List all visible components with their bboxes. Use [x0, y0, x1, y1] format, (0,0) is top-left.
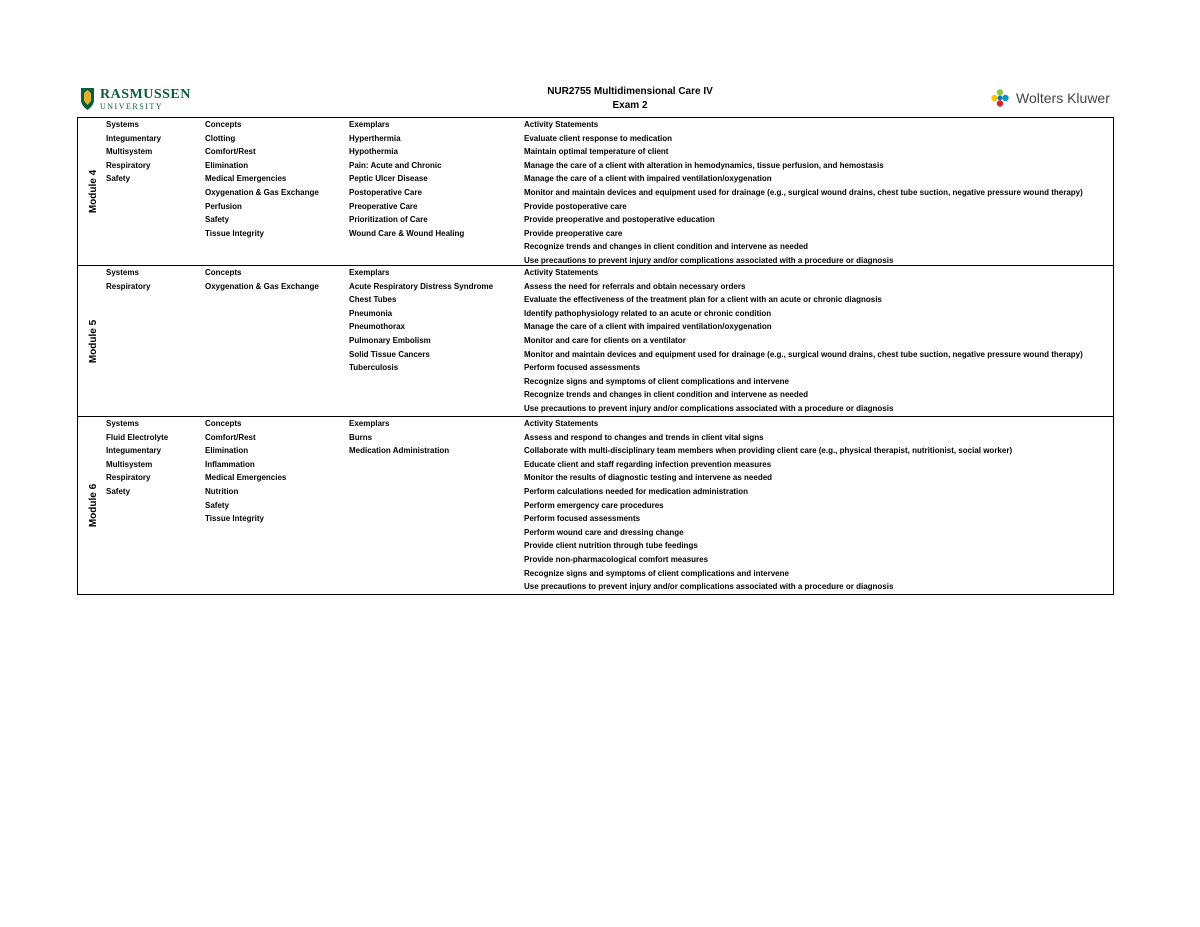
- activity-statements-item: Manage the care of a client with impaired ventilation/oxygenation: [524, 322, 772, 332]
- wolters-kluwer-emblem-icon: [990, 88, 1010, 108]
- systems-header: Systems: [106, 120, 139, 129]
- concepts-item: Tissue Integrity: [205, 514, 264, 524]
- concepts-item: Oxygenation & Gas Exchange: [205, 187, 319, 197]
- activity-statements-column: [524, 417, 1012, 594]
- activity-statements-item: Educate client and staff regarding infection prevention measures: [524, 459, 772, 469]
- concepts-item: Oxygenation & Gas Exchange: [205, 281, 319, 291]
- activity-statements-item: Provide postoperative care: [524, 201, 627, 211]
- activity-statements-item: Use precautions to prevent injury and/or complications associated with a procedure or diagnosis: [524, 582, 894, 592]
- activity-statements-item: Perform focused assessments: [524, 514, 641, 524]
- concepts-item: Medical Emergencies: [205, 473, 287, 483]
- exemplars-header: Exemplars: [349, 268, 390, 277]
- module-label-text: Module 5: [88, 319, 100, 363]
- activity-statements-item: Evaluate client response to medication: [524, 133, 673, 143]
- exemplars-item: Pain: Acute and Chronic: [349, 160, 442, 170]
- activity-statements-item: Provide preoperative and postoperative education: [524, 215, 715, 225]
- activity-statements-item: Perform calculations needed for medication administration: [524, 486, 749, 496]
- concepts-item: Clotting: [205, 133, 236, 143]
- exemplars-item: Wound Care & Wound Healing: [349, 228, 465, 238]
- activity-statements-header: Activity Statements: [524, 268, 599, 277]
- exemplars-item: Postoperative Care: [349, 187, 422, 197]
- activity-statements-item: Manage the care of a client with alteration in hemodynamics, tissue perfusion, and hemostasis: [524, 160, 884, 170]
- activity-statements-item: Monitor and care for clients on a ventilator: [524, 335, 686, 345]
- exemplars-item: Chest Tubes: [349, 295, 397, 305]
- exemplars-item: Pulmonary Embolism: [349, 335, 431, 345]
- systems-column: [106, 266, 150, 293]
- activity-statements-item: Identify pathophysiology related to an acute or chronic condition: [524, 308, 772, 318]
- activity-statements-item: Use precautions to prevent injury and/or complications associated with a procedure or diagnosis: [524, 403, 894, 413]
- systems-item: Safety: [106, 174, 131, 184]
- systems-item: Integumentary: [106, 446, 162, 456]
- exemplars-item: Hypothermia: [349, 147, 398, 157]
- concepts-item: Comfort/Rest: [205, 147, 256, 157]
- activity-statements-item: Provide preoperative care: [524, 228, 623, 238]
- exemplars-header: Exemplars: [349, 419, 390, 428]
- concepts-item: Perfusion: [205, 201, 242, 211]
- systems-item: Respiratory: [106, 160, 151, 170]
- exemplars-header: Exemplars: [349, 120, 390, 129]
- module-label: [84, 118, 104, 265]
- exemplars-item: Prioritization of Care: [349, 215, 428, 225]
- document-subtitle: Exam 2: [612, 100, 648, 111]
- activity-statements-column: [524, 266, 1083, 416]
- concepts-item: Medical Emergencies: [205, 174, 287, 184]
- concepts-header: Concepts: [205, 120, 242, 129]
- rasmussen-logo: [80, 84, 191, 114]
- concepts-column: [205, 118, 319, 240]
- systems-column: [106, 417, 168, 499]
- activity-statements-column: [524, 118, 1083, 268]
- concepts-item: Elimination: [205, 446, 249, 456]
- concepts-item: Nutrition: [205, 486, 239, 496]
- exemplars-item: Peptic Ulcer Disease: [349, 174, 428, 184]
- logo-brand-text: RASMUSSEN: [100, 86, 191, 102]
- activity-statements-item: Provide client nutrition through tube feedings: [524, 541, 698, 551]
- module-label: [84, 266, 104, 416]
- activity-statements-item: Monitor and maintain devices and equipment used for drainage (e.g., surgical wound drains, chest tube suction, negative pressure wound therapy): [524, 187, 1083, 197]
- module-label-text: Module 6: [88, 483, 100, 528]
- wolters-kluwer-logo: [990, 88, 1110, 108]
- module-label-text: Module 4: [88, 169, 100, 214]
- systems-item: Respiratory: [106, 281, 151, 291]
- systems-item: Multisystem: [106, 147, 153, 157]
- concepts-item: Safety: [205, 500, 230, 510]
- systems-header: Systems: [106, 268, 139, 277]
- exemplars-item: Hyperthermia: [349, 133, 401, 143]
- concepts-item: Tissue Integrity: [205, 228, 264, 238]
- systems-column: [106, 118, 161, 186]
- activity-statements-item: Recognize trends and changes in client condition and intervene as needed: [524, 242, 809, 252]
- systems-item: Integumentary: [106, 133, 162, 143]
- shield-icon: [80, 87, 95, 111]
- systems-item: Fluid Electrolyte: [106, 432, 169, 442]
- document-title-block: [480, 85, 780, 113]
- systems-item: Safety: [106, 486, 131, 496]
- concepts-column: [205, 417, 286, 526]
- concepts-column: [205, 266, 319, 293]
- exemplars-item: Preoperative Care: [349, 201, 418, 211]
- activity-statements-item: Perform focused assessments: [524, 363, 641, 373]
- systems-item: Respiratory: [106, 473, 151, 483]
- activity-statements-item: Recognize signs and symptoms of client complications and intervene: [524, 568, 789, 578]
- exemplars-column: [349, 118, 464, 240]
- activity-statements-item: Perform emergency care procedures: [524, 500, 664, 510]
- activity-statements-item: Manage the care of a client with impaired ventilation/oxygenation: [524, 174, 772, 184]
- exemplars-item: Pneumonia: [349, 308, 393, 318]
- activity-statements-item: Perform wound care and dressing change: [524, 527, 684, 537]
- activity-statements-item: Monitor the results of diagnostic testing and intervene as needed: [524, 473, 773, 483]
- exemplars-item: Pneumothorax: [349, 322, 406, 332]
- exemplars-item: Tuberculosis: [349, 363, 399, 373]
- systems-header: Systems: [106, 419, 139, 428]
- concepts-item: Elimination: [205, 160, 249, 170]
- activity-statements-item: Use precautions to prevent injury and/or complications associated with a procedure or diagnosis: [524, 255, 894, 265]
- concepts-item: Safety: [205, 215, 230, 225]
- module-label: [84, 417, 104, 594]
- concepts-item: Comfort/Rest: [205, 432, 256, 442]
- activity-statements-item: Recognize trends and changes in client condition and intervene as needed: [524, 390, 809, 400]
- activity-statements-item: Assess and respond to changes and trends in client vital signs: [524, 432, 764, 442]
- exemplars-item: Medication Administration: [349, 446, 450, 456]
- activity-statements-item: Monitor and maintain devices and equipment used for drainage (e.g., surgical wound drains, chest tube suction, negative pressure wound therapy): [524, 349, 1083, 359]
- exemplars-item: Solid Tissue Cancers: [349, 349, 430, 359]
- activity-statements-header: Activity Statements: [524, 419, 599, 428]
- document-title: NUR2755 Multidimensional Care IV: [547, 86, 713, 97]
- systems-item: Multisystem: [106, 459, 153, 469]
- activity-statements-item: Evaluate the effectiveness of the treatment plan for a client with an acute or chronic diagnosis: [524, 295, 882, 305]
- exemplars-column: [349, 417, 449, 458]
- activity-statements-header: Activity Statements: [524, 120, 599, 129]
- activity-statements-item: Maintain optimal temperature of client: [524, 147, 669, 157]
- wolters-kluwer-text: Wolters Kluwer: [1016, 90, 1110, 106]
- activity-statements-item: Recognize signs and symptoms of client complications and intervene: [524, 376, 789, 386]
- activity-statements-item: Collaborate with multi-disciplinary team members when providing client care (e.g., physical therapist, nutritionist, social worker): [524, 446, 1013, 456]
- activity-statements-item: Assess the need for referrals and obtain necessary orders: [524, 281, 746, 291]
- concepts-header: Concepts: [205, 268, 242, 277]
- logo-sub-text: UNIVERSITY: [100, 101, 163, 111]
- activity-statements-item: Provide non-pharmacological comfort measures: [524, 554, 709, 564]
- module-4-section: [77, 117, 1114, 266]
- exemplars-item: Burns: [349, 432, 373, 442]
- module-5-section: [77, 266, 1114, 417]
- exemplars-item: Acute Respiratory Distress Syndrome: [349, 281, 494, 291]
- exemplars-column: [349, 266, 493, 375]
- concepts-header: Concepts: [205, 419, 242, 428]
- concepts-item: Inflammation: [205, 459, 255, 469]
- module-6-section: [77, 417, 1114, 595]
